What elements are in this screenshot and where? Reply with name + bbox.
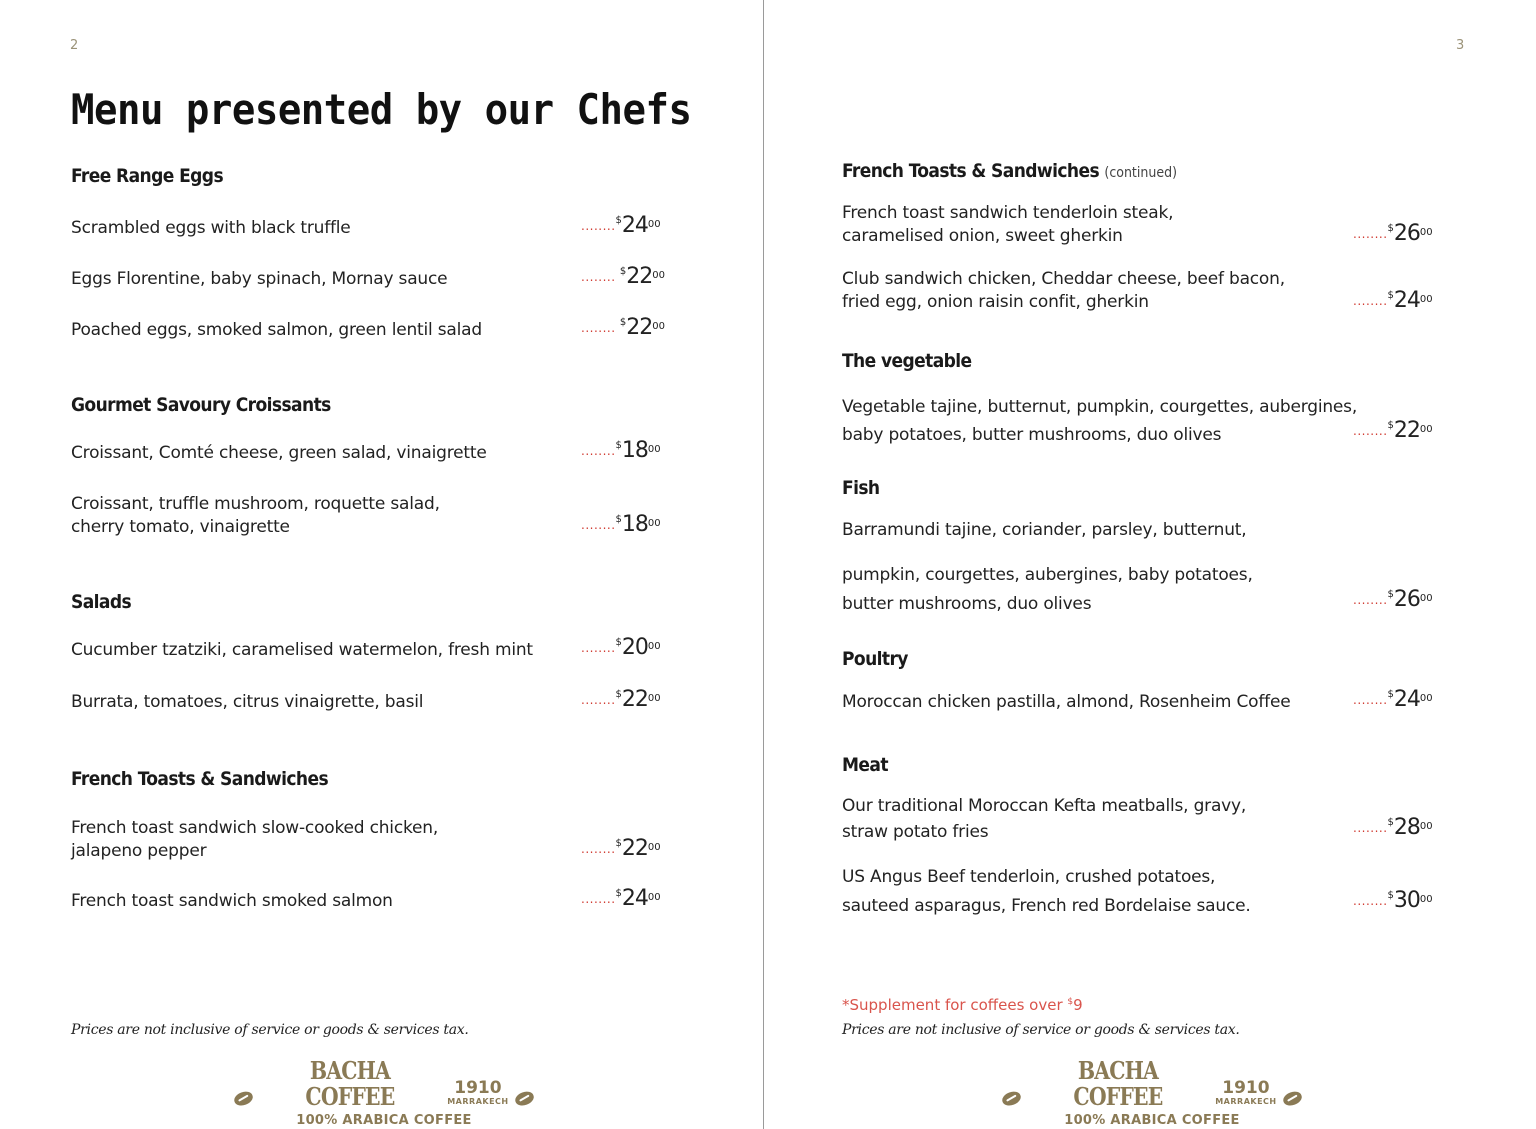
item-line: Barramundi tajine, coriander, parsley, butternut, — [842, 520, 1247, 540]
item-price: $........^{\$}24^{00}$ — [581, 213, 661, 238]
item-price: $........^{\$}26^{00}$ — [1353, 587, 1433, 612]
menu-item — [842, 793, 1246, 845]
menu-item — [842, 519, 1253, 619]
item-line: Croissant, truffle mushroom, roquette salad, — [71, 494, 440, 514]
bacha-coffee-logo — [1002, 1058, 1302, 1128]
section-title-vegetable: The vegetable — [842, 350, 972, 372]
section-title-free-range-eggs: Free Range Eggs — [71, 165, 224, 187]
menu-item — [842, 863, 1251, 921]
menu-item — [842, 202, 1173, 248]
item-price: ........ $^{\$}22^{00}$ — [581, 315, 665, 340]
logo-tagline: 100% ARABICA COFFEE — [1064, 1113, 1240, 1128]
item-line: Vegetable tajine, butternut, pumpkin, courgettes, aubergines, — [842, 397, 1358, 417]
item-line: jalapeno pepper — [71, 841, 207, 861]
item-price: ........ $^{\$}22^{00}$ — [581, 264, 665, 289]
menu-item — [842, 268, 1285, 314]
item-price: $........^{\$}24^{00}$ — [1353, 288, 1433, 313]
item-line: straw potato fries — [842, 822, 989, 842]
section-title-french-toasts-continued — [842, 160, 1177, 182]
section-title-french-toasts: French Toasts & Sandwiches — [71, 768, 329, 790]
menu-item — [71, 817, 438, 863]
logo-year: 1910 MARRAKECH — [447, 1078, 509, 1106]
menu-item — [71, 493, 440, 539]
item-line: baby potatoes, butter mushrooms, duo olives — [842, 425, 1222, 445]
logo-tagline: 100% ARABICA COFFEE — [296, 1113, 472, 1128]
right-page — [768, 0, 1536, 1129]
tax-footnote: Prices are not inclusive of service or goods & services tax. — [71, 1022, 469, 1038]
item-price: $........^{\$}26^{00}$ — [1353, 221, 1433, 246]
item-price: $........^{\$}18^{00}$ — [581, 438, 661, 463]
item-line: French toast sandwich slow-cooked chicken, — [71, 818, 439, 838]
item-price: $........^{\$}20^{00}$ — [581, 635, 661, 660]
section-title-text: French Toasts & Sandwiches — [842, 160, 1100, 182]
menu-item — [842, 393, 1357, 449]
coffee-bean-icon — [1000, 1089, 1023, 1108]
page-divider — [763, 0, 764, 1129]
menu-item: Scrambled eggs with black truffle — [71, 218, 351, 238]
item-price: $........^{\$}22^{00}$ — [1353, 418, 1433, 443]
page-number: 3 — [1456, 38, 1465, 53]
page-number: 2 — [70, 38, 79, 53]
item-line: sauteed asparagus, French red Bordelaise sauce. — [842, 896, 1251, 916]
section-title-meat: Meat — [842, 754, 888, 776]
menu-item: Croissant, Comté cheese, green salad, vinaigrette — [71, 443, 487, 463]
item-line: Our traditional Moroccan Kefta meatballs, gravy, — [842, 796, 1247, 816]
item-price: $........^{\$}30^{00}$ — [1353, 888, 1433, 913]
item-price: $........^{\$}22^{00}$ — [581, 836, 661, 861]
menu-item: Moroccan chicken pastilla, almond, Rosenheim Coffee — [842, 692, 1291, 712]
section-title-croissants: Gourmet Savoury Croissants — [71, 394, 331, 416]
bacha-coffee-logo — [234, 1058, 534, 1128]
logo-brand: BACHA COFFEE — [1073, 1056, 1163, 1111]
coffee-supplement-note: *Supplement for coffees over $9 — [842, 996, 1083, 1014]
item-price: $........^{\$}24^{00}$ — [1353, 687, 1433, 712]
section-title-fish: Fish — [842, 477, 880, 499]
menu-item: Eggs Florentine, baby spinach, Mornay sauce — [71, 269, 448, 289]
section-title-salads: Salads — [71, 591, 132, 613]
item-line: fried egg, onion raisin confit, gherkin — [842, 292, 1149, 312]
section-title-poultry: Poultry — [842, 648, 908, 670]
item-line: Club sandwich chicken, Cheddar cheese, beef bacon, — [842, 269, 1285, 289]
item-price: $........^{\$}28^{00}$ — [1353, 815, 1433, 840]
item-line: pumpkin, courgettes, aubergines, baby potatoes, — [842, 565, 1253, 585]
menu-item: Cucumber tzatziki, caramelised watermelon, fresh mint — [71, 640, 533, 660]
item-line: US Angus Beef tenderloin, crushed potatoes, — [842, 867, 1216, 887]
coffee-bean-icon — [513, 1089, 536, 1108]
item-price: $........^{\$}24^{00}$ — [581, 886, 661, 911]
tax-footnote: Prices are not inclusive of service or goods & services tax. — [842, 1022, 1240, 1038]
item-line: caramelised onion, sweet gherkin — [842, 226, 1123, 246]
menu-item: Burrata, tomatoes, citrus vinaigrette, basil — [71, 692, 424, 712]
item-price: $........^{\$}22^{00}$ — [581, 687, 661, 712]
menu-item: French toast sandwich smoked salmon — [71, 891, 393, 911]
item-line: cherry tomato, vinaigrette — [71, 517, 290, 537]
coffee-bean-icon — [232, 1089, 255, 1108]
continued-note: (continued) — [1104, 165, 1178, 181]
logo-year: 1910 MARRAKECH — [1215, 1078, 1277, 1106]
item-line: French toast sandwich tenderloin steak, — [842, 203, 1174, 223]
item-line: butter mushrooms, duo olives — [842, 594, 1092, 614]
logo-brand: BACHA COFFEE — [305, 1056, 395, 1111]
menu-item: Poached eggs, smoked salmon, green lentil salad — [71, 320, 482, 340]
coffee-bean-icon — [1281, 1089, 1304, 1108]
item-price: $........^{\$}18^{00}$ — [581, 512, 661, 537]
page-title: Menu presented by our Chefs — [71, 86, 692, 135]
